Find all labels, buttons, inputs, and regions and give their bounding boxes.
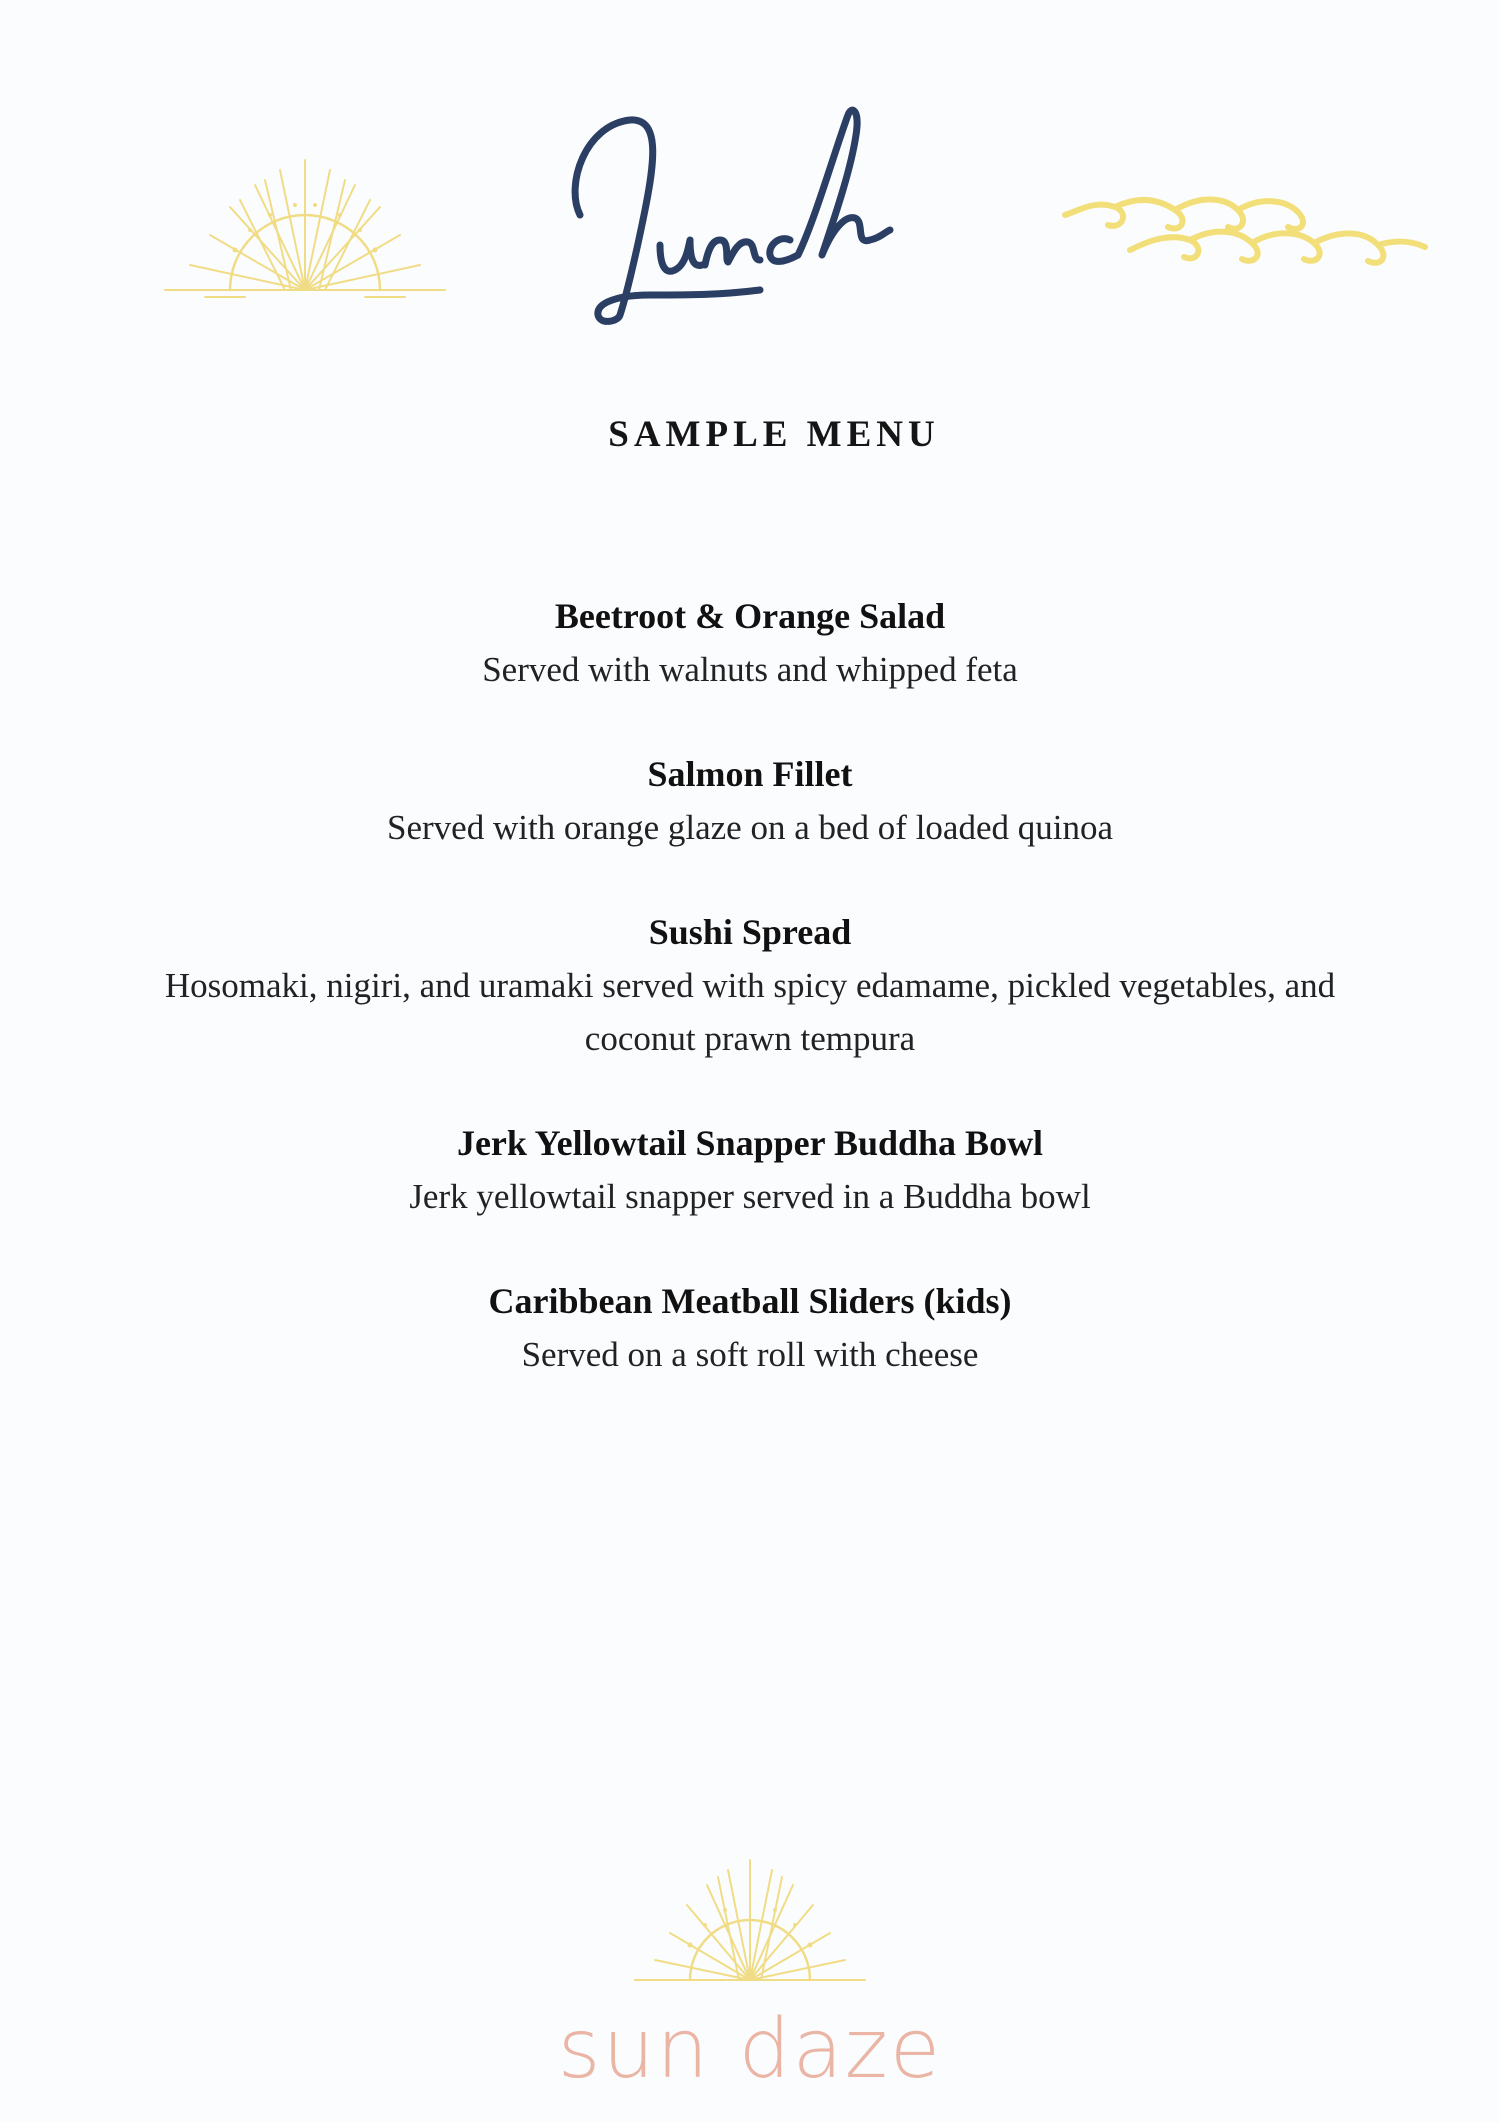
menu-item-name: Salmon Fillet <box>647 754 853 794</box>
menu-item-description: Served with walnuts and whipped feta <box>482 650 1018 689</box>
menu-item <box>100 1117 1400 1223</box>
menu-item <box>100 590 1400 696</box>
menu-subtitle: SAMPLE MENU <box>608 414 940 455</box>
title-text <box>560 160 960 161</box>
menu-item-name: Beetroot & Orange Salad <box>554 596 946 636</box>
menu-item-name: Sushi Spread <box>648 912 852 952</box>
sun-rays-icon <box>625 1855 875 2005</box>
menu-item-description: Jerk yellowtail snapper served in a Buddha bowl <box>409 1177 1091 1216</box>
menu-list <box>100 590 1400 1433</box>
waves-icon <box>1060 185 1430 275</box>
menu-item-name: Caribbean Meatball Sliders (kids) <box>488 1281 1012 1321</box>
menu-item-name: Jerk Yellowtail Snapper Buddha Bowl <box>456 1123 1044 1163</box>
title-script-lettering <box>560 90 960 340</box>
brand-logo-text: sun daze <box>557 2002 943 2097</box>
menu-item <box>100 748 1400 854</box>
sun-rays-icon <box>145 145 465 315</box>
menu-item <box>100 1275 1400 1381</box>
menu-item-description: Served with orange glaze on a bed of loaded quinoa <box>387 808 1113 847</box>
page-title <box>560 90 960 340</box>
menu-item-description: Hosomaki, nigiri, and uramaki served with spicy edamame, pickled vegetables, and coconut prawn tempura <box>164 966 1336 1058</box>
menu-item-description: Served on a soft roll with cheese <box>521 1335 979 1374</box>
menu-item <box>100 906 1400 1065</box>
